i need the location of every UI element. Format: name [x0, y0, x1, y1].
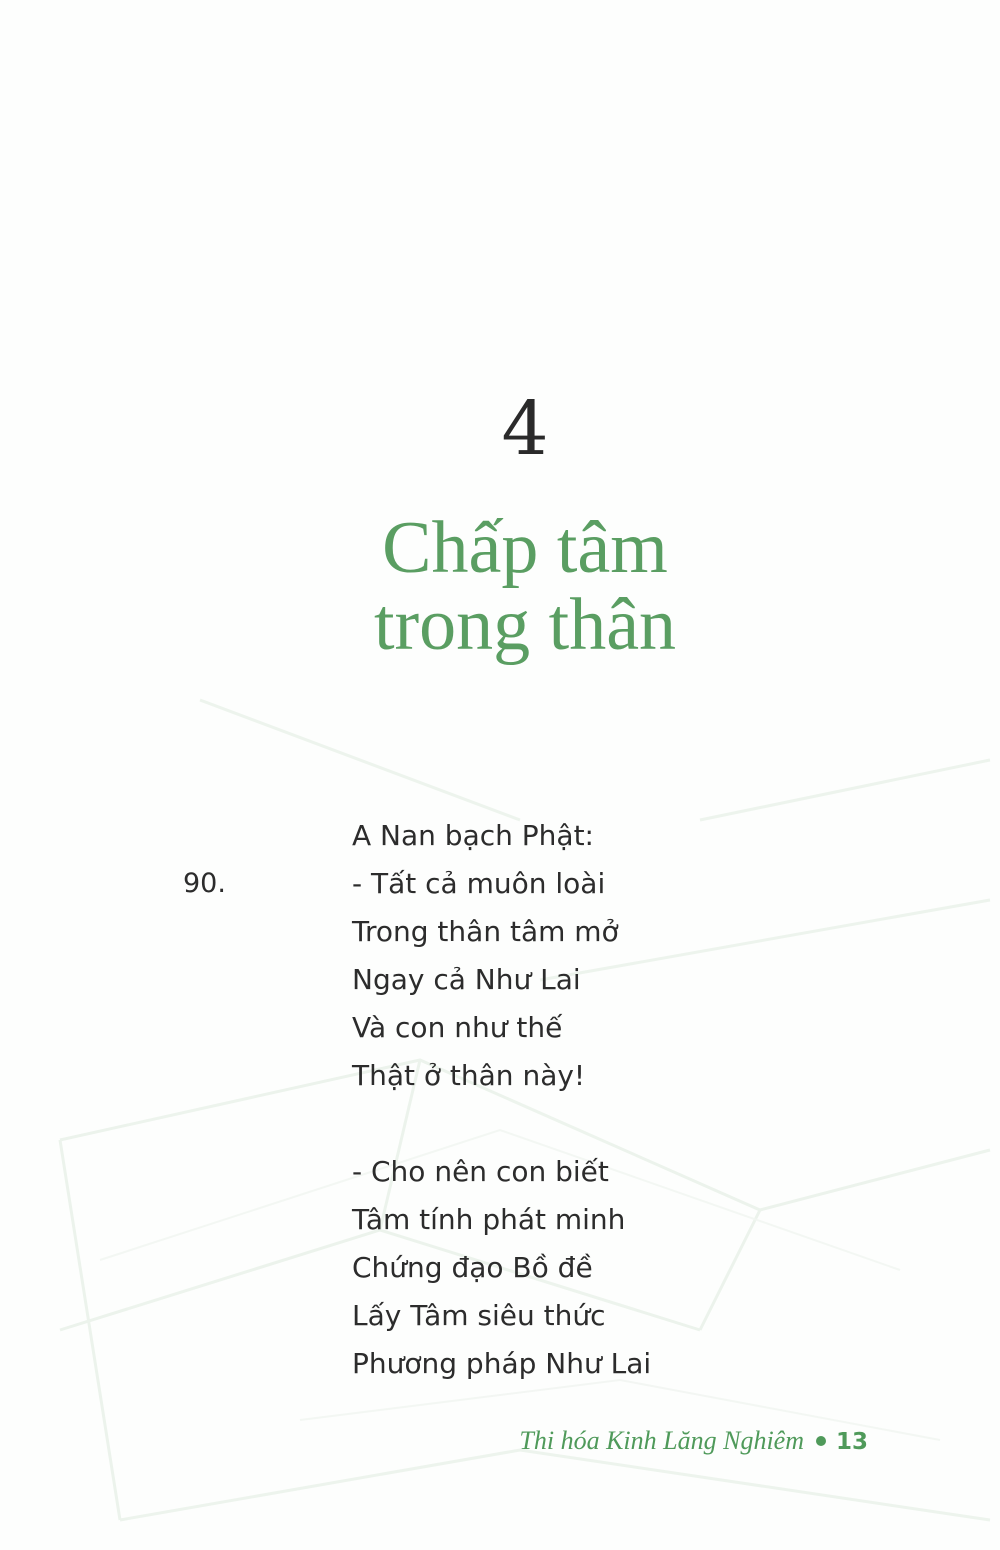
chapter-title [300, 507, 750, 666]
poem-line: A Nan bạch Phật: [352, 819, 594, 852]
poem-line: Phương pháp Như Lai [352, 1347, 652, 1380]
poem-line: Và con như thế [352, 1011, 563, 1044]
poem-line: Lấy Tâm siêu thức [352, 1299, 606, 1332]
chapter-number: 4 [501, 386, 549, 472]
poem-line: - Cho nên con biết [352, 1155, 609, 1188]
chapter-title-line: Chấp tâm [382, 507, 668, 589]
chapter-title-line: trong thân [373, 584, 677, 666]
poem-line: Ngay cả Như Lai [352, 963, 581, 996]
running-book-title: Thi hóa Kinh Lăng Nghiêm [519, 1426, 804, 1455]
poem-stanza [352, 1148, 651, 1388]
verse-number: 90. [183, 868, 226, 899]
poem-stanza [352, 812, 651, 1100]
poem-line: - Tất cả muôn loài [352, 867, 606, 900]
page-footer [519, 1425, 868, 1458]
poem [352, 812, 651, 1388]
poem-line: Tâm tính phát minh [352, 1203, 626, 1236]
poem-line: Thật ở thân này! [352, 1059, 586, 1092]
poem-line: Chứng đạo Bồ đề [352, 1251, 593, 1284]
poem-line: Trong thân tâm mở [352, 915, 619, 948]
page-number: 13 [835, 1429, 868, 1455]
bullet-icon [816, 1436, 826, 1446]
